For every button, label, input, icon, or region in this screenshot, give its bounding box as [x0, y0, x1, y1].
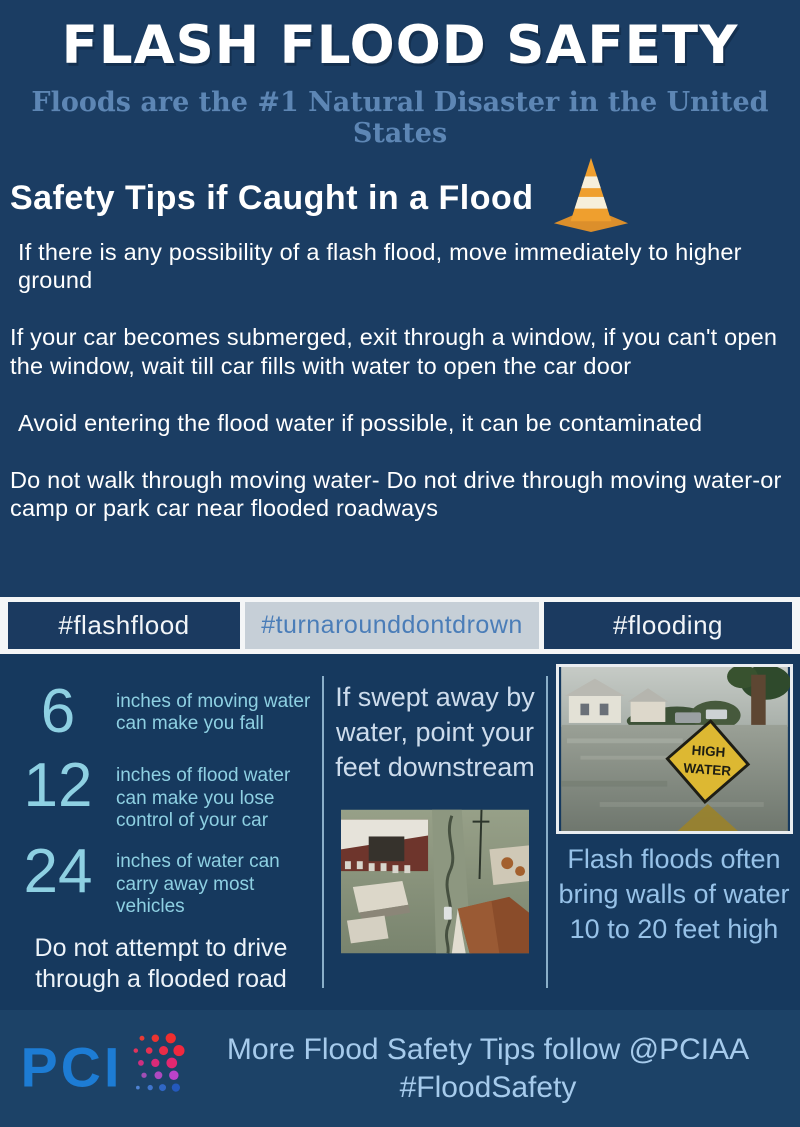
tip-item: Avoid entering the flood water if possible, it can be contaminated — [18, 409, 703, 436]
hashtag-flooding: #flooding — [544, 602, 792, 649]
stat-text: inches of water can carry away most vehicles — [116, 851, 280, 918]
footer-message-line1: More Flood Safety Tips follow @PCIAA — [226, 1033, 750, 1066]
traffic-cone-icon — [550, 155, 632, 238]
poster-subtitle: Floods are the #1 Natural Disaster in the United States — [31, 86, 769, 149]
tip-item: If there is any possibility of a flash flood, move immediately to higher ground — [18, 239, 742, 294]
right-column — [548, 672, 800, 1010]
middle-column — [324, 672, 546, 1010]
safety-tips-list — [0, 230, 800, 597]
section-heading: Safety Tips if Caught in a Flood — [10, 178, 534, 217]
hashtag-turnarounddontdrown: #turnarounddontdrown — [245, 602, 539, 649]
stat-number: 12 — [23, 751, 93, 821]
stat-row-12 — [0, 752, 322, 832]
poster-footer — [0, 1010, 800, 1127]
stat-number: 6 — [40, 677, 76, 746]
poster-header — [0, 0, 800, 230]
hashtag-bar — [0, 597, 800, 654]
pci-logo-text: PCI — [20, 1036, 123, 1099]
stats-section — [0, 654, 800, 1010]
stat-text: inches of flood water can make you lose control of your car — [116, 765, 291, 831]
pci-logo — [18, 1029, 208, 1108]
hashtag-flashflood: #flashflood — [8, 602, 240, 649]
footer-message-line2: #FloodSafety — [399, 1070, 577, 1104]
tip-item: Do not walk through moving water- Do not drive through moving water-or camp or park car near flooded roadways — [10, 466, 782, 522]
high-water-sign-line2: WATER — [682, 760, 732, 779]
stat-row-24 — [0, 838, 322, 918]
stat-text: inches of moving water can make you fall — [116, 691, 311, 735]
section-heading-row — [0, 159, 800, 238]
stats-column — [0, 672, 322, 1010]
walls-of-water-callout: Flash floods often bring walls of water 10 to 20 feet high — [558, 844, 790, 945]
high-water-sign-line1: HIGH — [690, 742, 726, 760]
poster-title: FLASH FLOOD SAFETY — [61, 15, 739, 76]
pci-logo-dots — [134, 1033, 185, 1092]
stat-number: 24 — [23, 837, 93, 907]
swept-away-callout: If swept away by water, point your feet downstream — [335, 682, 535, 783]
footer-message — [208, 1031, 782, 1106]
aerial-flood-photo — [341, 809, 529, 959]
flooded-road-warning: Do not attempt to drive through a flooded road — [34, 933, 288, 993]
stat-row-6 — [0, 678, 322, 746]
high-water-photo — [556, 664, 793, 834]
tip-item: If your car becomes submerged, exit through a window, if you can't open the window, wait till car fills with water to open the car door — [10, 324, 778, 379]
